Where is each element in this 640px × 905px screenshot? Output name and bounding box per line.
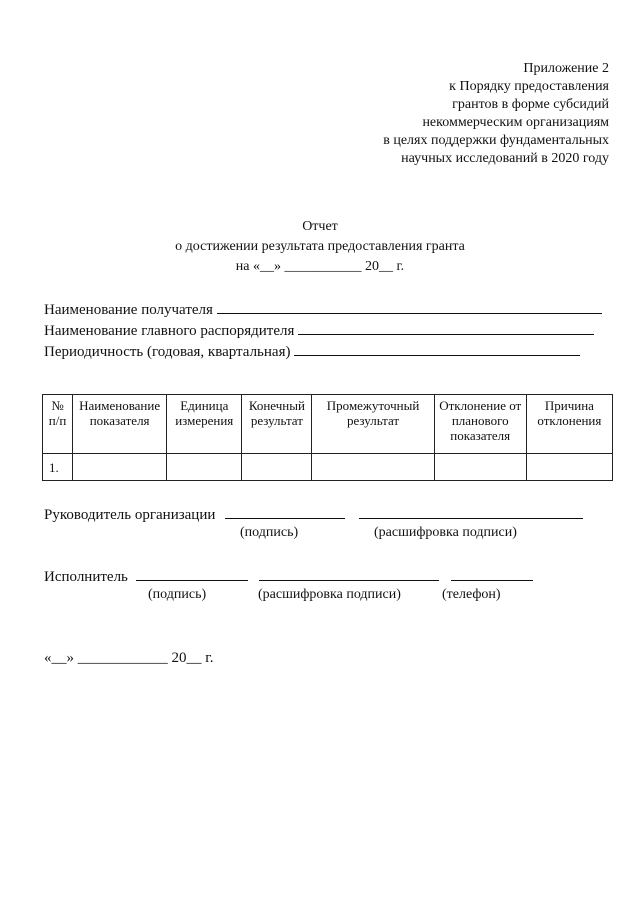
table-cell[interactable] [312,454,434,481]
results-table [42,394,613,481]
appendix-line: грантов в форме субсидий [452,97,609,112]
appendix-block [383,60,609,168]
head-signature-caption: (подпись) [240,525,299,540]
table-cell[interactable] [242,454,312,481]
footer-date-prefix: «__» [44,650,74,666]
table-row [43,454,613,481]
table-cell[interactable] [434,454,526,481]
appendix-line: к Порядку предоставления [449,79,609,94]
executor-phone-line[interactable] [451,566,533,581]
column-header: Конечный результат [242,395,312,454]
appendix-line: некоммерческим организациям [422,115,609,130]
table-cell[interactable] [526,454,612,481]
column-header: Единица измерения [167,395,242,454]
periodicity-input-line[interactable] [294,341,580,356]
periodicity-label: Периодичность (годовая, квартальная) [44,344,291,360]
report-date-prefix: на «__» [235,259,282,274]
head-decoding-caption: (расшифровка подписи) [374,525,517,540]
column-header: Наименование показателя [73,395,167,454]
recipient-field [44,299,602,319]
table-cell: 1. [43,454,73,481]
executor-phone-caption: (телефон) [442,587,501,602]
head-decoding-line[interactable] [359,504,583,519]
table-cell[interactable] [167,454,242,481]
column-header: № п/п [43,395,73,454]
manager-label: Наименование главного распорядителя [44,323,295,339]
column-header: Причина отклонения [526,395,612,454]
executor-decoding-caption: (расшифровка подписи) [258,587,401,602]
footer-date-blank[interactable]: ____________ [77,650,168,666]
manager-input-line[interactable] [298,320,594,335]
executor-signature-caption: (подпись) [148,587,207,602]
report-subtitle: о достижении результата предоставления гранта [175,239,465,254]
footer-date-year: 20__ г. [171,650,214,666]
executor-signature-row [44,566,533,586]
appendix-line: в целях поддержки фундаментальных [383,133,609,148]
column-header: Отклонение от планового показателя [434,395,526,454]
report-date-blank[interactable]: ___________ [284,259,362,274]
report-date [0,259,640,275]
appendix-line: научных исследований в 2020 году [401,151,609,166]
recipient-input-line[interactable] [217,299,602,314]
appendix-line: Приложение 2 [523,61,609,76]
head-label: Руководитель организации [44,507,216,523]
footer-date [44,650,213,667]
head-signature-row [44,504,583,524]
table-cell[interactable] [73,454,167,481]
executor-signature-line[interactable] [136,566,248,581]
head-signature-line[interactable] [225,504,345,519]
executor-label: Исполнитель [44,569,128,585]
report-heading: Отчет [302,219,338,234]
manager-field [44,320,594,340]
periodicity-field [44,341,580,361]
column-header: Промежуточный результат [312,395,434,454]
report-date-year: 20__ г. [365,259,405,274]
table-header-row [43,395,613,454]
executor-decoding-line[interactable] [259,566,439,581]
recipient-label: Наименование получателя [44,302,213,318]
